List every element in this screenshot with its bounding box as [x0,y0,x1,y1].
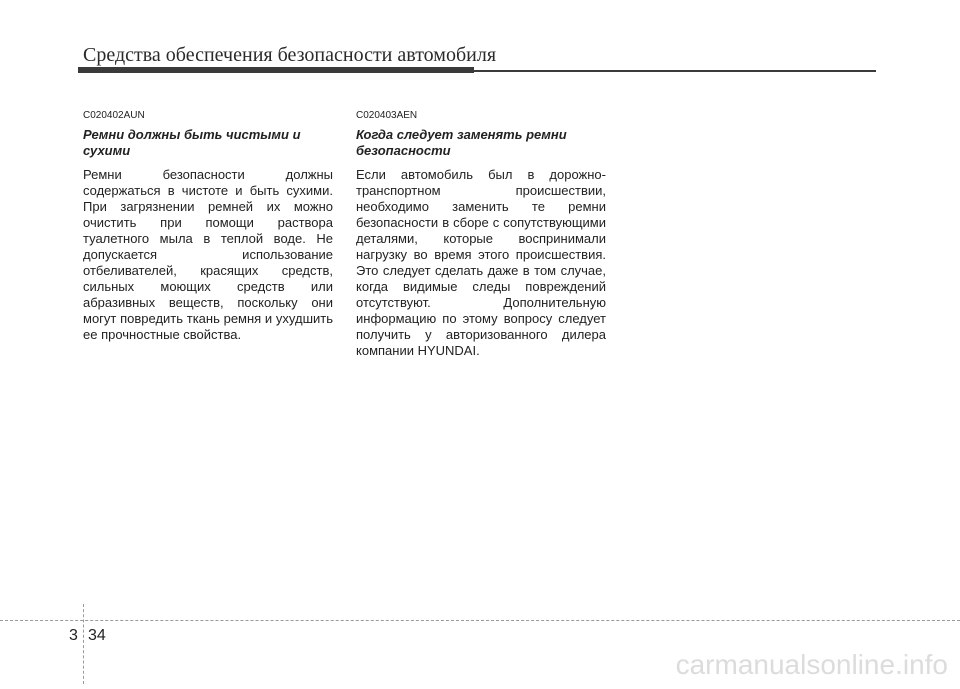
header-rule-thin [474,70,876,72]
section-body: Ремни безопасности должны содержаться в чистоте и быть сухими. При загрязнении ремней их можно очистить при помощи раствора туалетного мыла в теплой воде. Не допускается использование отбеливателей, красящих средств, сильных моющих средств или абразивных веществ, поскольку они могут повредить ткань ремня и ухудшить ее прочностные свойства. [83,167,333,342]
section-heading: Когда следует заменять ремни безопасности [356,127,567,158]
footer-vertical-line [83,604,84,684]
header-rule-thick [78,67,474,73]
right-column [356,110,606,359]
section-code: C020402AUN [83,110,145,121]
chapter-number: 3 [69,627,78,644]
section-body: Если автомобиль был в дорожно-транспортном происшествии, необходимо заменить те ремни безопасности в сборе с сопутствующими деталями, которые воспринимали нагрузку во время этого происшествия. Это следует сделать даже в том случае, когда видимые следы повреждений отсутствуют. Дополнительную информацию по этому вопросу следует получить у авторизованного дилера компании HYUNDAI. [356,167,606,358]
left-column [83,110,333,343]
page-number: 34 [88,627,106,644]
page-header-title: Средства обеспечения безопасности автомобиля [83,44,497,66]
footer-divider [0,620,960,621]
section-code: C020403AEN [356,110,418,121]
watermark: carmanualsonline.info [675,649,948,680]
section-heading: Ремни должны быть чистыми и сухими [83,127,301,158]
